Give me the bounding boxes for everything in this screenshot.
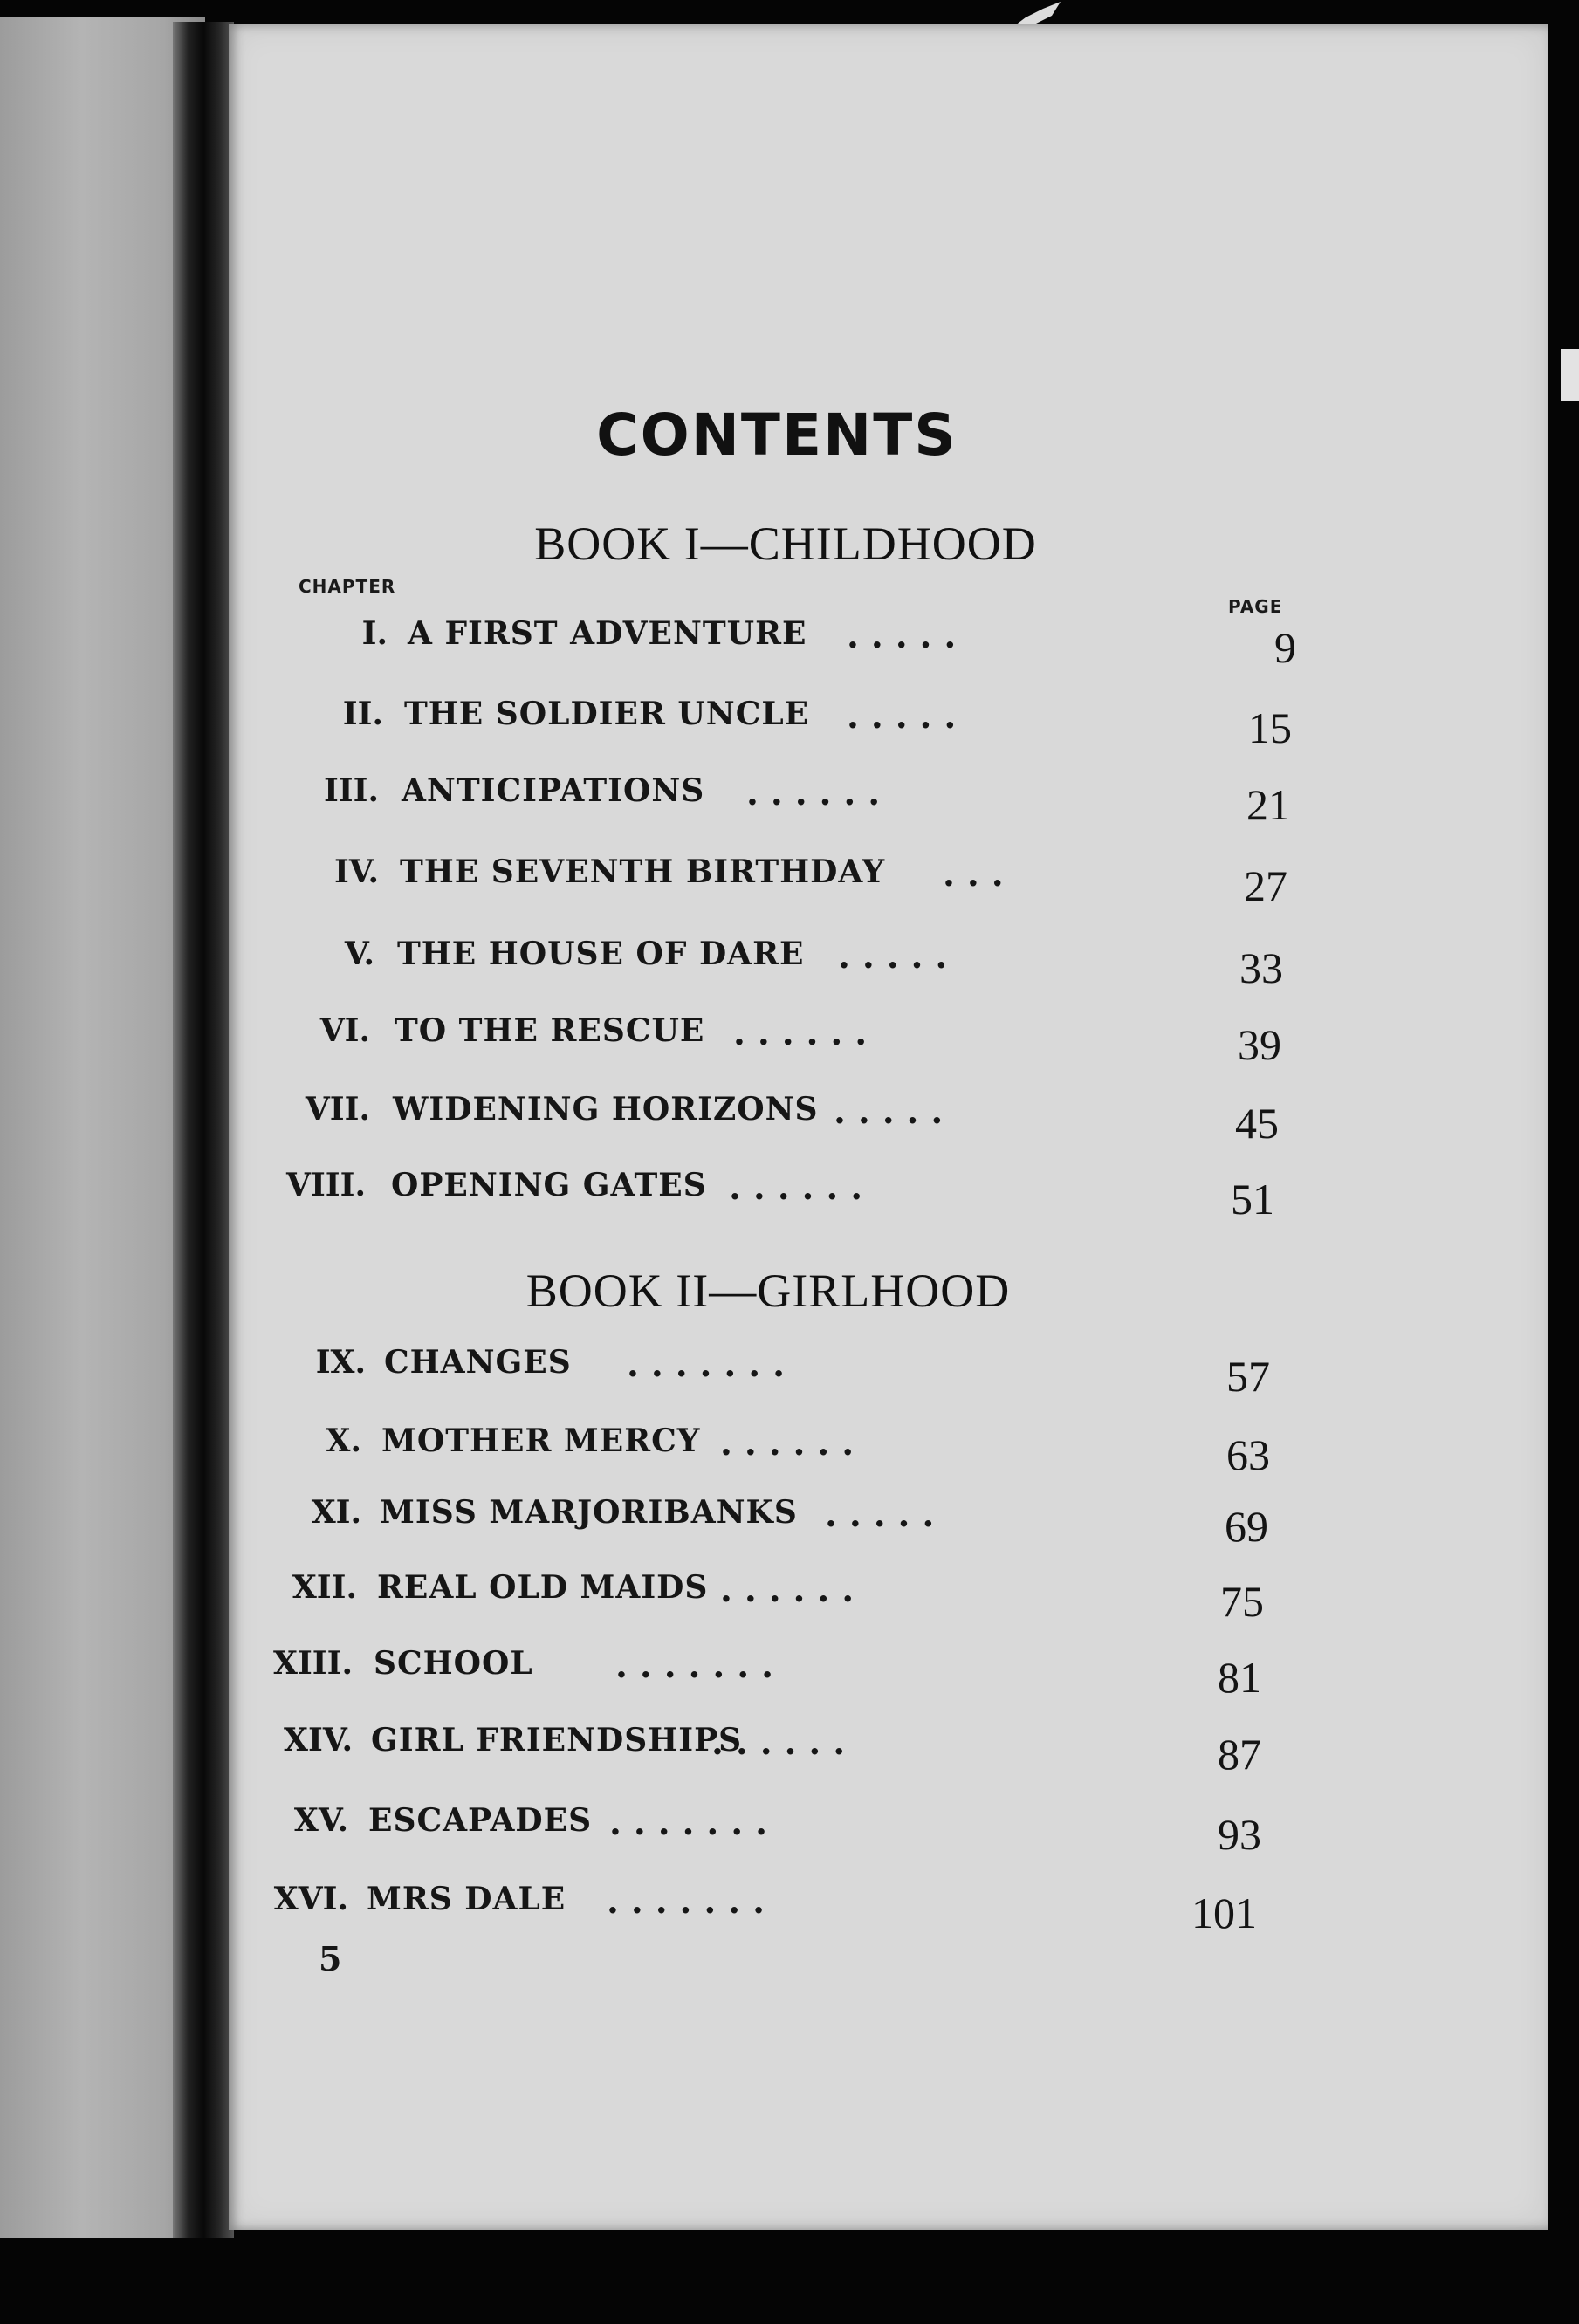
dot-leader: . . . . . xyxy=(825,1494,935,1535)
page-column-label: PAGE xyxy=(1228,596,1283,617)
toc-entry-7 xyxy=(0,1091,1579,1152)
chapter-number: XV. xyxy=(293,1802,348,1839)
page-number: 75 xyxy=(1220,1577,1264,1626)
toc-entry-8 xyxy=(0,1167,1579,1228)
page-number: 81 xyxy=(1218,1653,1261,1702)
toc-entry-1 xyxy=(0,615,1579,676)
toc-entry-9 xyxy=(0,1344,1579,1405)
chapter-number: XIII. xyxy=(273,1645,353,1682)
book-2-heading: BOOK II—GIRLHOOD xyxy=(525,1265,1011,1317)
page-number: 33 xyxy=(1239,943,1283,992)
dot-leader: . . . . . xyxy=(834,1091,944,1132)
dot-leader: . . . . . xyxy=(847,696,957,737)
page-number: 27 xyxy=(1244,861,1287,910)
chapter-title: A FIRST ADVENTURE xyxy=(408,615,807,652)
chapter-title: ANTICIPATIONS xyxy=(402,772,705,809)
toc-entry-2 xyxy=(0,696,1579,757)
dot-leader: . . . . . xyxy=(838,936,948,977)
dot-leader: . . . . . . xyxy=(729,1167,863,1208)
chapter-title: THE SOLDIER UNCLE xyxy=(404,696,810,732)
toc-entry-12 xyxy=(0,1569,1579,1630)
page-number: 45 xyxy=(1235,1099,1279,1148)
toc-entry-5 xyxy=(0,936,1579,997)
book-1-heading: BOOK I—CHILDHOOD xyxy=(534,518,1037,570)
chapter-number: VI. xyxy=(319,1012,370,1049)
chapter-number: XVI. xyxy=(273,1881,348,1917)
dot-leader: . . . . . . . xyxy=(609,1802,768,1843)
chapter-number: V. xyxy=(344,936,374,972)
chapter-number: IX. xyxy=(315,1344,366,1381)
dot-leader: . . . . . . xyxy=(746,772,881,813)
chapter-number: X. xyxy=(326,1423,361,1459)
chapter-title: MISS MARJORIBANKS xyxy=(380,1494,798,1531)
page-number: 9 xyxy=(1274,623,1296,672)
dot-leader: . . . . . . xyxy=(733,1012,868,1053)
chapter-title: GIRL FRIENDSHIPS xyxy=(371,1722,743,1758)
edge-mark xyxy=(1561,349,1579,401)
chapter-number: VIII. xyxy=(286,1167,366,1203)
dot-leader: . . . . . . . xyxy=(607,1881,765,1922)
chapter-title: OPENING GATES xyxy=(391,1167,707,1203)
dot-leader: . . . xyxy=(943,854,1004,895)
toc-entry-15 xyxy=(0,1802,1579,1863)
page-number: 87 xyxy=(1218,1730,1261,1779)
contents-title: CONTENTS xyxy=(596,401,958,469)
toc-entry-13 xyxy=(0,1645,1579,1706)
chapter-title: REAL OLD MAIDS xyxy=(377,1569,709,1606)
dot-leader: . . . . . xyxy=(847,615,957,656)
folio-number: 5 xyxy=(319,1939,342,1978)
page-number: 39 xyxy=(1238,1020,1281,1069)
page-number: 51 xyxy=(1231,1175,1274,1224)
chapter-number: I. xyxy=(361,615,388,652)
dot-leader: . . . . . . . xyxy=(627,1344,786,1385)
chapter-title: ESCAPADES xyxy=(368,1802,593,1839)
chapter-number: XI. xyxy=(311,1494,361,1531)
page-number: 93 xyxy=(1218,1810,1261,1859)
dot-leader: . . . . . . xyxy=(720,1423,855,1464)
chapter-title: MOTHER MERCY xyxy=(381,1423,701,1459)
chapter-title: THE SEVENTH BIRTHDAY xyxy=(400,854,886,890)
chapter-number: XII. xyxy=(292,1569,357,1606)
chapter-number: IV. xyxy=(333,854,379,890)
page-number: 63 xyxy=(1226,1430,1270,1479)
chapter-number: XIV. xyxy=(284,1722,353,1758)
page-number: 21 xyxy=(1246,780,1290,829)
chapter-number: VII. xyxy=(305,1091,370,1128)
chapter-title: WIDENING HORIZONS xyxy=(393,1091,819,1128)
chapter-column-label: CHAPTER xyxy=(299,576,396,597)
dot-leader: . . . . . . xyxy=(711,1722,846,1763)
page-number: 57 xyxy=(1226,1352,1270,1401)
page-number: 69 xyxy=(1225,1502,1268,1551)
chapter-title: SCHOOL xyxy=(374,1645,533,1682)
chapter-title: CHANGES xyxy=(384,1344,572,1381)
toc-entry-11 xyxy=(0,1494,1579,1555)
dot-leader: . . . . . . . xyxy=(615,1645,774,1686)
toc-entry-14 xyxy=(0,1722,1579,1783)
page-number: 15 xyxy=(1248,703,1292,752)
chapter-title: TO THE RESCUE xyxy=(395,1012,705,1049)
chapter-title: THE HOUSE OF DARE xyxy=(397,936,805,972)
toc-entry-4 xyxy=(0,854,1579,915)
chapter-number: III. xyxy=(323,772,379,809)
chapter-title: MRS DALE xyxy=(367,1881,566,1917)
toc-entry-3 xyxy=(0,772,1579,833)
dot-leader: . . . . . . xyxy=(720,1569,855,1610)
page-number: 101 xyxy=(1191,1889,1257,1937)
toc-entry-10 xyxy=(0,1423,1579,1484)
toc-entry-16 xyxy=(0,1881,1579,1942)
chapter-number: II. xyxy=(342,696,383,732)
toc-entry-6 xyxy=(0,1012,1579,1073)
